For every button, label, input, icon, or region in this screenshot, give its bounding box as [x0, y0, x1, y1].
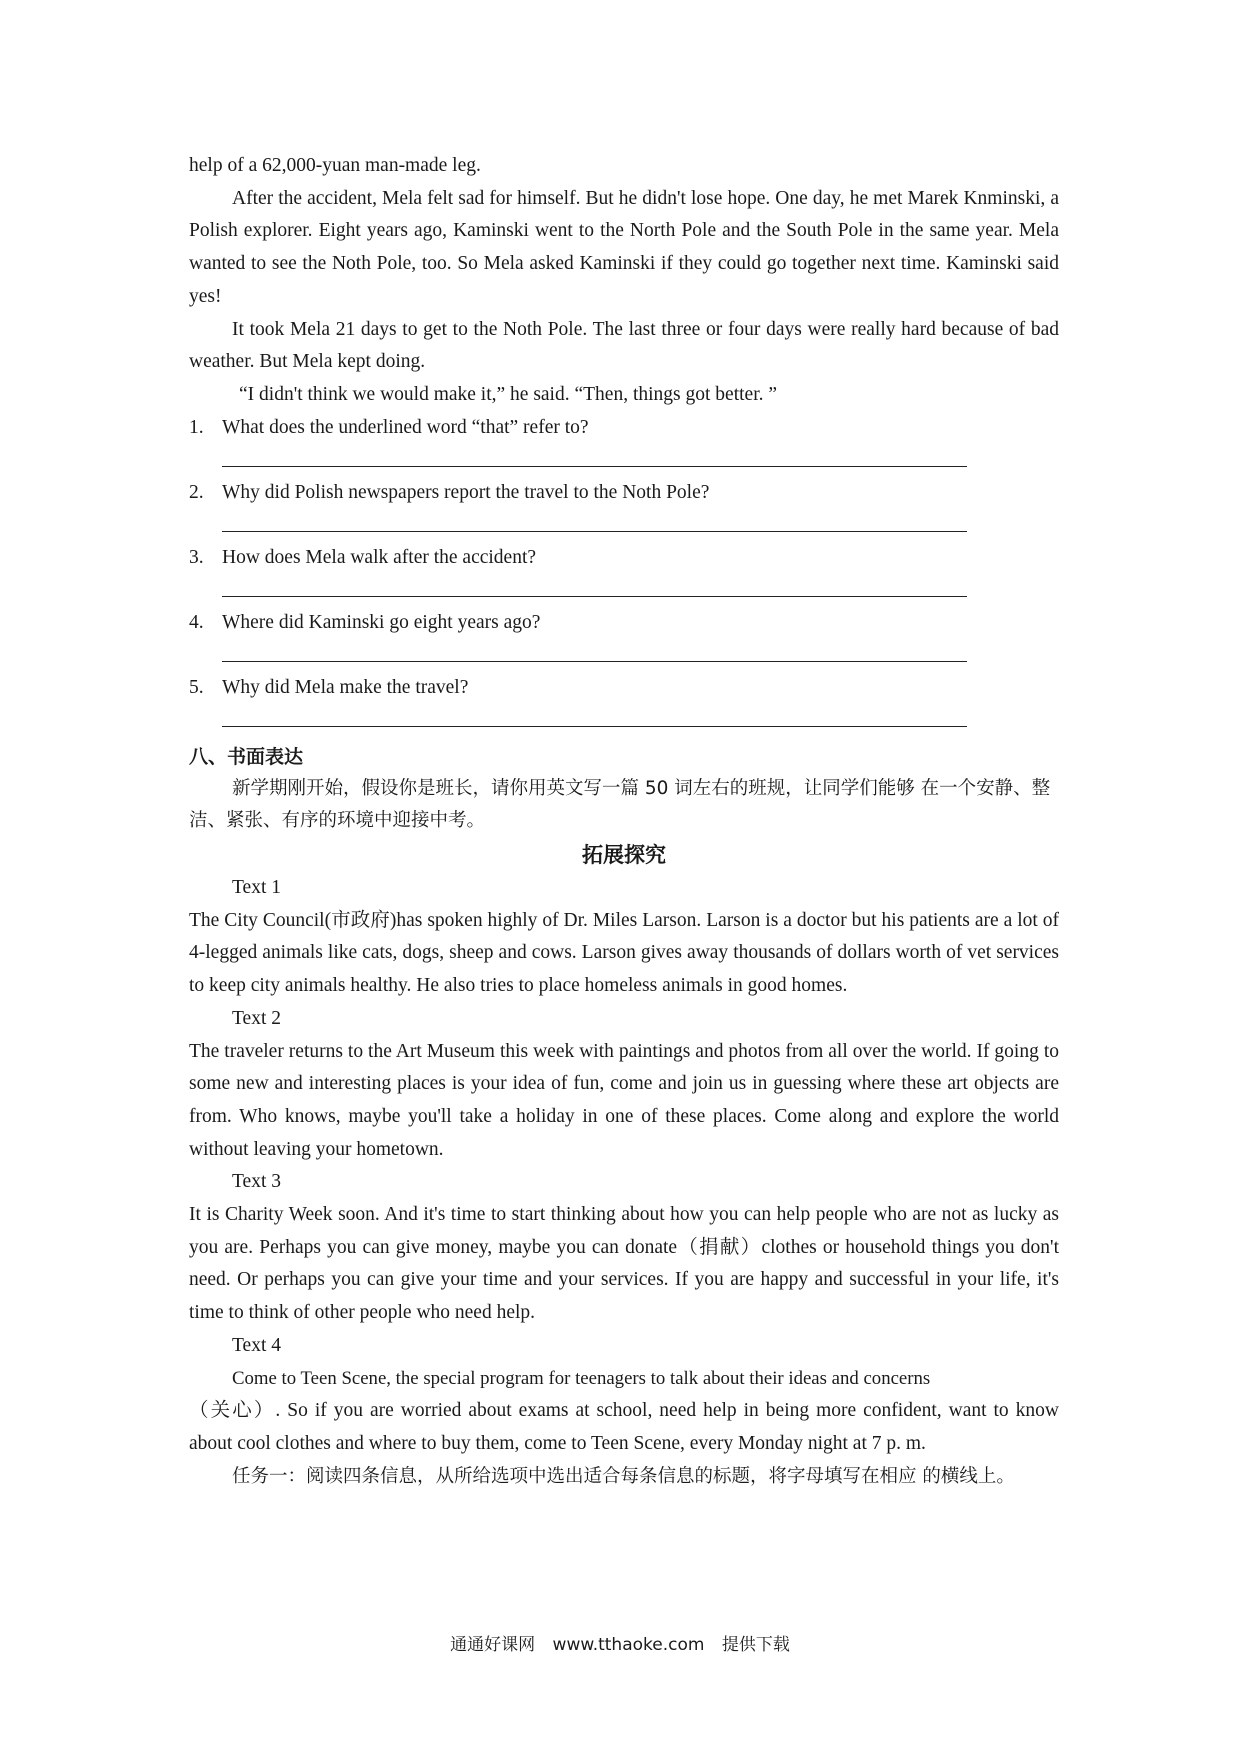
section-title: 拓展探究 — [582, 843, 666, 868]
text-label: Text 3 — [232, 1171, 281, 1193]
text-body: （关心）. So if you are worried about exams at school, need help in being more confident, want to know about cool clothes and where to buy them, come to Teen Scene, every Monday night at 7 p. m. — [189, 1400, 1059, 1454]
reading-quote: “I didn't think we would make it,” he said. “Then, things got better. ” — [239, 383, 778, 405]
text-label: Text 2 — [232, 1007, 281, 1029]
question-number: 1. — [189, 416, 204, 438]
reading-paragraph: It took Mela 21 days to get to the Noth Pole. The last three or four days were really hard because of bad weather. But Mela kept doing. — [189, 318, 1059, 373]
answer-line[interactable] — [222, 596, 967, 597]
question-number: 4. — [189, 611, 204, 633]
document-page — [189, 150, 1059, 1493]
question-item — [189, 672, 1059, 737]
answer-line[interactable] — [222, 726, 967, 727]
reading-paragraph: After the accident, Mela felt sad for himself. But he didn't lose hope. One day, he met Marek Knminski, a Polish explorer. Eight years ago, Kaminski went to the North Pole and the South Pole in the same year. Mela wanted to see the Noth Pole, too. So Mela asked Kaminski if they could go together next time. Kaminski said yes! — [189, 187, 1059, 307]
page-footer — [0, 1630, 1240, 1655]
reading-continued-line: help of a 62,000-yuan man-made leg. — [189, 155, 481, 176]
question-text: Why did Mela make the travel? — [222, 676, 469, 698]
answer-line[interactable] — [222, 661, 967, 662]
footer-note: 提供下载 — [721, 1635, 790, 1655]
question-number: 5. — [189, 676, 204, 698]
question-text: What does the underlined word “that” refer to? — [222, 416, 589, 438]
text-body: The traveler returns to the Art Museum this week with paintings and photos from all over the world. If going to some new and interesting places is your idea of fun, come and join us in guessing where these art objects are from. Who knows, maybe you'll take a holiday in one of these places. Come along and explore the world without leaving your hometown. — [189, 1040, 1059, 1160]
question-number: 3. — [189, 546, 204, 568]
question-text: Why did Polish newspapers report the travel to the Noth Pole? — [222, 481, 710, 503]
question-item — [189, 542, 1059, 607]
text-body: The City Council(市政府)has spoken highly of Dr. Miles Larson. Larson is a doctor but his patients are a lot of 4-legged animals like cats, dogs, sheep and cows. Larson gives away thousands of dollars worth of vet services to keep city animals healthy. He also tries to place homeless animals in good homes. — [189, 909, 1059, 997]
answer-line[interactable] — [222, 531, 967, 532]
question-item — [189, 477, 1059, 542]
answer-line[interactable] — [222, 466, 967, 467]
question-list — [189, 412, 1059, 737]
text-label: Text 1 — [232, 877, 281, 899]
task-instruction: 任务一：阅读四条信息，从所给选项中选出适合每条信息的标题，将字母填写在相应 的横线上。 — [232, 1465, 1015, 1487]
question-text: How does Mela walk after the accident? — [222, 546, 537, 568]
question-item — [189, 412, 1059, 477]
question-text: Where did Kaminski go eight years ago? — [222, 611, 541, 633]
text-body-first-line: Come to Teen Scene, the special program for teenagers to talk about their ideas and concerns — [232, 1367, 931, 1389]
text-body: It is Charity Week soon. And it's time to start thinking about how you can help people who are not as lucky as you are. Perhaps you can give money, maybe you can donate（捐献）clothes or household things you don't need. Or perhaps you can give your time and your services. If you are happy and successful in your life, it's time to think of other people who need help. — [189, 1204, 1059, 1324]
section-heading: 八、书面表达 — [189, 745, 304, 768]
footer-site-name: 通通好课网 — [450, 1635, 536, 1655]
question-item — [189, 607, 1059, 672]
writing-prompt: 新学期刚开始，假设你是班长，请你用英文写一篇 50 词左右的班规，让同学们能够 在一个安静、整洁、紧张、有序的环境中迎接中考。 — [189, 777, 1051, 832]
question-number: 2. — [189, 481, 204, 503]
footer-url[interactable]: www.tthaoke.com — [552, 1635, 705, 1655]
text-label: Text 4 — [232, 1334, 281, 1356]
